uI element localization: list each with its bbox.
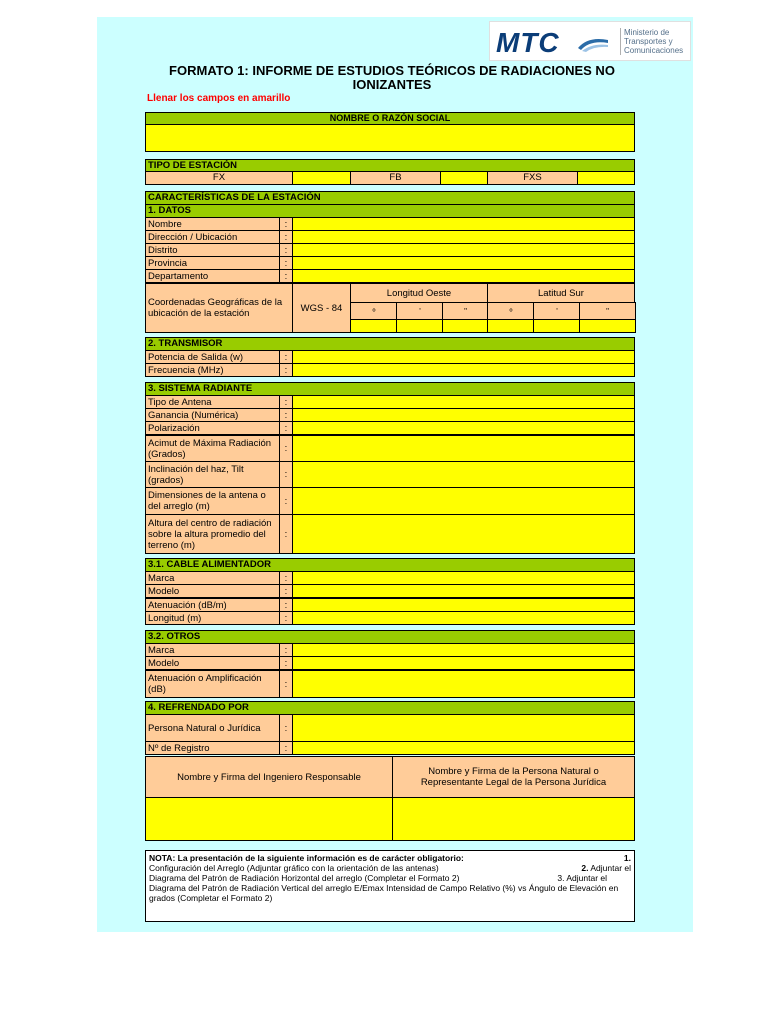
nombre-razon-social-input[interactable]	[145, 124, 635, 152]
field-input[interactable]	[292, 421, 635, 435]
field-label: Potencia de Salida (w)	[145, 350, 280, 364]
firma-ingeniero-label: Nombre y Firma del Ingeniero Responsable	[145, 756, 393, 798]
coord-unit-label: '	[396, 302, 444, 320]
field-colon: :	[279, 584, 293, 598]
field-label: Distrito	[145, 243, 280, 257]
instruction-text: Llenar los campos en amarillo	[147, 93, 291, 104]
transmisor-header: 2. TRANSMISOR	[145, 337, 635, 351]
field-input[interactable]	[292, 269, 635, 283]
nota-item-2-start: Adjuntar el	[590, 863, 631, 873]
field-label: Inclinación del haz, Tilt (grados)	[145, 461, 280, 488]
field-label: Polarización	[145, 421, 280, 435]
field-colon: :	[279, 243, 293, 257]
coord-unit-label: º	[350, 302, 398, 320]
field-label: Ganancia (Numérica)	[145, 408, 280, 422]
field-label: Dimensiones de la antena o del arreglo (m)	[145, 487, 280, 515]
tipo-estacion-option-fxs: FXS	[487, 171, 578, 185]
field-label: Persona Natural o Jurídica	[145, 714, 280, 742]
field-label: Atenuación (dB/m)	[145, 598, 280, 612]
field-label: Altura del centro de radiación sobre la altura promedio del terreno (m)	[145, 514, 280, 554]
firma-persona-input[interactable]	[392, 797, 635, 841]
field-label: Modelo	[145, 656, 280, 670]
tipo-estacion-fxs-checkbox[interactable]	[577, 171, 635, 185]
coord-unit-label: "	[579, 302, 636, 320]
field-colon: :	[279, 395, 293, 409]
tipo-estacion-header: TIPO DE ESTACIÓN	[145, 159, 635, 172]
datos-header: 1. DATOS	[145, 204, 635, 218]
field-colon: :	[279, 461, 293, 488]
field-label: Acimut de Máxima Radiación (Grados)	[145, 435, 280, 462]
field-colon: :	[279, 714, 293, 742]
form-title: FORMATO 1: INFORME DE ESTUDIOS TEÓRICOS DE RADIACIONES NO IONIZANTES	[169, 63, 615, 92]
field-input[interactable]	[292, 571, 635, 585]
form-sheet	[97, 17, 693, 932]
coord-input[interactable]	[350, 319, 398, 333]
coord-input[interactable]	[533, 319, 581, 333]
coord-input[interactable]	[442, 319, 489, 333]
field-input[interactable]	[292, 243, 635, 257]
firma-ingeniero-input[interactable]	[145, 797, 393, 841]
nota-num-2: 2.	[581, 863, 589, 873]
field-label: Nº de Registro	[145, 741, 280, 755]
field-input[interactable]	[292, 714, 635, 742]
field-input[interactable]	[292, 584, 635, 598]
field-input[interactable]	[292, 256, 635, 270]
field-input[interactable]	[292, 395, 635, 409]
longitud-oeste-label: Longitud Oeste	[350, 283, 488, 303]
nota-item-1: Configuración del Arreglo (Adjuntar gráfico con la orientación de las antenas)	[149, 863, 439, 873]
nombre-razon-social-header: NOMBRE O RAZÓN SOCIAL	[145, 112, 635, 125]
field-input[interactable]	[292, 514, 635, 554]
field-input[interactable]	[292, 461, 635, 488]
field-colon: :	[279, 487, 293, 515]
field-label: Provincia	[145, 256, 280, 270]
field-label: Nombre	[145, 217, 280, 231]
field-label: Longitud (m)	[145, 611, 280, 625]
tipo-estacion-option-fb: FB	[350, 171, 441, 185]
field-colon: :	[279, 598, 293, 612]
field-colon: :	[279, 656, 293, 670]
field-label: Modelo	[145, 584, 280, 598]
coord-unit-label: '	[533, 302, 581, 320]
field-label: Marca	[145, 571, 280, 585]
coord-unit-label: º	[487, 302, 535, 320]
field-input[interactable]	[292, 217, 635, 231]
field-input[interactable]	[292, 598, 635, 612]
field-label: Departamento	[145, 269, 280, 283]
nota-num-1: 1.	[623, 853, 631, 863]
cable-header: 3.1. CABLE ALIMENTADOR	[145, 558, 635, 572]
coord-input[interactable]	[579, 319, 636, 333]
field-input[interactable]	[292, 670, 635, 698]
tipo-estacion-fb-checkbox[interactable]	[440, 171, 488, 185]
field-input[interactable]	[292, 741, 635, 755]
field-input[interactable]	[292, 363, 635, 377]
refrendado-header: 4. REFRENDADO POR	[145, 701, 635, 715]
field-input[interactable]	[292, 350, 635, 364]
field-colon: :	[279, 350, 293, 364]
field-label: Dirección / Ubicación	[145, 230, 280, 244]
field-colon: :	[279, 611, 293, 625]
coord-input[interactable]	[487, 319, 535, 333]
otros-header: 3.2. OTROS	[145, 630, 635, 644]
field-input[interactable]	[292, 643, 635, 657]
field-colon: :	[279, 217, 293, 231]
nota-box	[145, 850, 635, 922]
sistema-radiante-header: 3. SISTEMA RADIANTE	[145, 382, 635, 396]
logo-ministry: Ministerio de Transportes y Comunicaciones	[620, 28, 683, 55]
tipo-estacion-fx-checkbox[interactable]	[292, 171, 351, 185]
logo-brand: MTC	[496, 27, 560, 58]
field-label: Marca	[145, 643, 280, 657]
field-input[interactable]	[292, 435, 635, 462]
field-colon: :	[279, 435, 293, 462]
field-colon: :	[279, 514, 293, 554]
field-colon: :	[279, 421, 293, 435]
nota-item-2: Diagrama del Patrón de Radiación Horizontal del arreglo (Completar el Formato 2)	[149, 873, 460, 883]
field-colon: :	[279, 670, 293, 698]
coord-unit-label: "	[442, 302, 489, 320]
field-label: Tipo de Antena	[145, 395, 280, 409]
nota-title: NOTA: La presentación de la siguiente información es de carácter obligatorio:	[149, 853, 464, 863]
coordenadas-label: Coordenadas Geográficas de la ubicación de la estación	[145, 283, 293, 333]
field-input[interactable]	[292, 611, 635, 625]
field-input[interactable]	[292, 487, 635, 515]
field-colon: :	[279, 269, 293, 283]
mtc-logo	[489, 21, 691, 61]
logo-wave-icon	[578, 34, 608, 52]
firma-persona-label: Nombre y Firma de la Persona Natural o Representante Legal de la Persona Jurídica	[392, 756, 635, 798]
nota-item-3-start: Adjuntar el	[566, 873, 607, 883]
latitud-sur-label: Latitud Sur	[487, 283, 635, 303]
datum-label: WGS - 84	[292, 283, 351, 333]
field-label: Frecuencia (MHz)	[145, 363, 280, 377]
field-input[interactable]	[292, 408, 635, 422]
coord-input[interactable]	[396, 319, 444, 333]
nota-item-3: Diagrama del Patrón de Radiación Vertical del arreglo E/Emax Intensidad de Campo Relativo (%) vs Ángulo de Elevación en grados (Completar el Formato 2)	[149, 883, 619, 903]
field-label: Atenuación o Amplificación (dB)	[145, 670, 280, 698]
field-colon: :	[279, 741, 293, 755]
field-colon: :	[279, 571, 293, 585]
field-input[interactable]	[292, 230, 635, 244]
field-colon: :	[279, 230, 293, 244]
field-input[interactable]	[292, 656, 635, 670]
caracteristicas-header: CARACTERÍSTICAS DE LA ESTACIÓN	[145, 191, 635, 205]
field-colon: :	[279, 408, 293, 422]
field-colon: :	[279, 256, 293, 270]
field-colon: :	[279, 363, 293, 377]
tipo-estacion-option-fx: FX	[145, 171, 293, 185]
field-colon: :	[279, 643, 293, 657]
nota-num-3: 3.	[557, 873, 565, 883]
